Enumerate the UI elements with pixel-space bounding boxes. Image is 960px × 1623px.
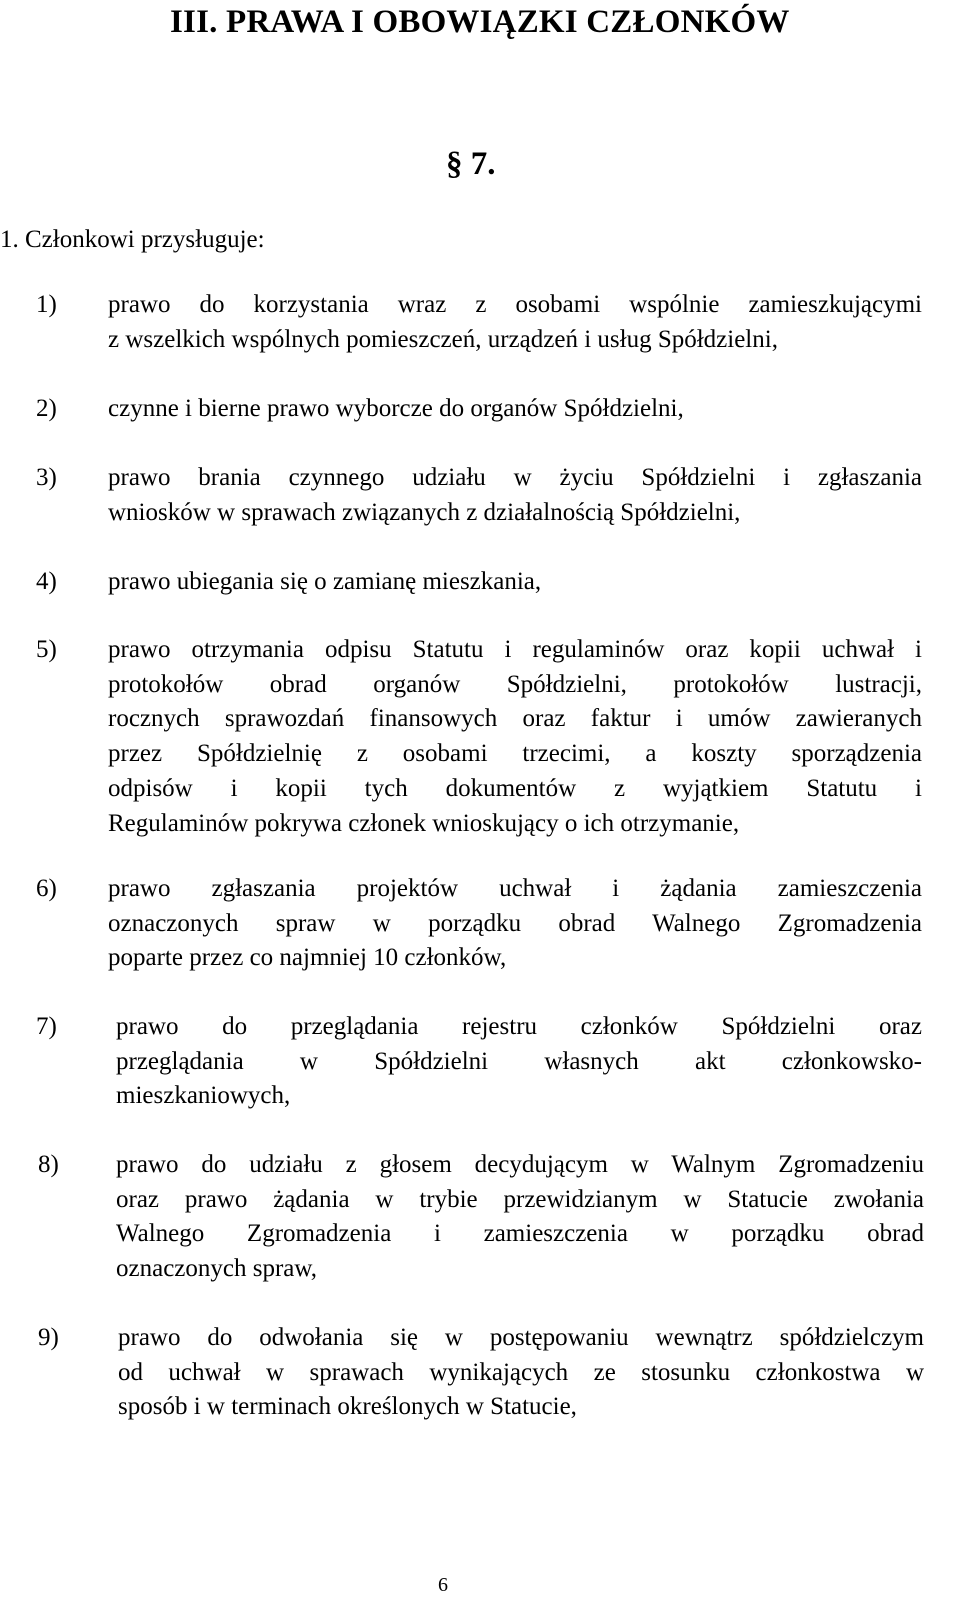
list-item-line: prawo do odwołania się w postępowaniu wewnątrz spółdzielczym xyxy=(118,1324,924,1351)
list-item-number: 4) xyxy=(36,568,57,595)
list-item-number: 8) xyxy=(38,1151,59,1178)
list-item-line: prawo brania czynnego udziału w życiu Spółdzielni i zgłaszania xyxy=(108,464,922,491)
list-item-line: prawo zgłaszania projektów uchwał i żądania zamieszczenia xyxy=(108,875,922,902)
list-item-line: Regulaminów pokrywa członek wnioskujący o ich otrzymanie, xyxy=(108,809,740,837)
list-item-line: przez Spółdzielnię z osobami trzecimi, a koszty sporządzenia xyxy=(108,740,922,768)
list-item-line: prawo do korzystania wraz z osobami wspólnie zamieszkującymi xyxy=(108,291,922,318)
list-item-line: prawo otrzymania odpisu Statutu i regulaminów oraz kopii uchwał i xyxy=(108,636,922,663)
list-item-line: protokołów obrad organów Spółdzielni, protokołów lustracji, xyxy=(108,670,922,698)
list-item-number: 7) xyxy=(36,1013,57,1040)
list-item-line: mieszkaniowych, xyxy=(116,1082,291,1110)
paragraph-mark: § 7. xyxy=(446,146,496,182)
list-item-line: sposób i w terminach określonych w Statucie, xyxy=(118,1393,577,1421)
list-item-line: prawo do przeglądania rejestru członków Spółdzielni oraz xyxy=(116,1013,922,1040)
list-item-line: Walnego Zgromadzenia i zamieszczenia w porządku obrad xyxy=(116,1220,924,1248)
list-item-number: 6) xyxy=(36,875,57,902)
page-number: 6 xyxy=(438,1574,448,1596)
list-item-line: przeglądania w Spółdzielni własnych akt członkowsko- xyxy=(116,1047,922,1075)
list-item-line: oraz prawo żądania w trybie przewidzianym w Statucie zwołania xyxy=(116,1185,924,1213)
list-item-line: prawo do udziału z głosem decydującym w Walnym Zgromadzeniu xyxy=(116,1151,924,1178)
list-item-line: czynne i bierne prawo wyborcze do organów Spółdzielni, xyxy=(108,395,684,422)
list-item-line: prawo ubiegania się o zamianę mieszkania, xyxy=(108,568,542,595)
list-item-number: 9) xyxy=(38,1324,59,1351)
list-item-line: oznaczonych spraw, xyxy=(116,1255,318,1283)
list-item-line: oznaczonych spraw w porządku obrad Walnego Zgromadzenia xyxy=(108,909,922,937)
list-item-number: 5) xyxy=(36,636,57,663)
list-item-line: odpisów i kopii tych dokumentów z wyjątkiem Statutu i xyxy=(108,774,922,802)
list-item-line: od uchwał w sprawach wynikających ze stosunku członkostwa w xyxy=(118,1358,924,1386)
list-item-line: poparte przez co najmniej 10 członków, xyxy=(108,944,507,972)
list-item-line: z wszelkich wspólnych pomieszczeń, urządzeń i usług Spółdzielni, xyxy=(108,325,778,353)
list-item-number: 3) xyxy=(36,464,57,491)
chapter-title: III. PRAWA I OBOWIĄZKI CZŁONKÓW xyxy=(170,4,790,40)
list-item-number: 1) xyxy=(36,291,57,318)
section-intro: 1. Członkowi przysługuje: xyxy=(0,226,265,253)
list-item-line: wniosków w sprawach związanych z działalnością Spółdzielni, xyxy=(108,498,741,526)
list-item-number: 2) xyxy=(36,395,57,422)
list-item-line: rocznych sprawozdań finansowych oraz faktur i umów zawieranych xyxy=(108,705,922,733)
